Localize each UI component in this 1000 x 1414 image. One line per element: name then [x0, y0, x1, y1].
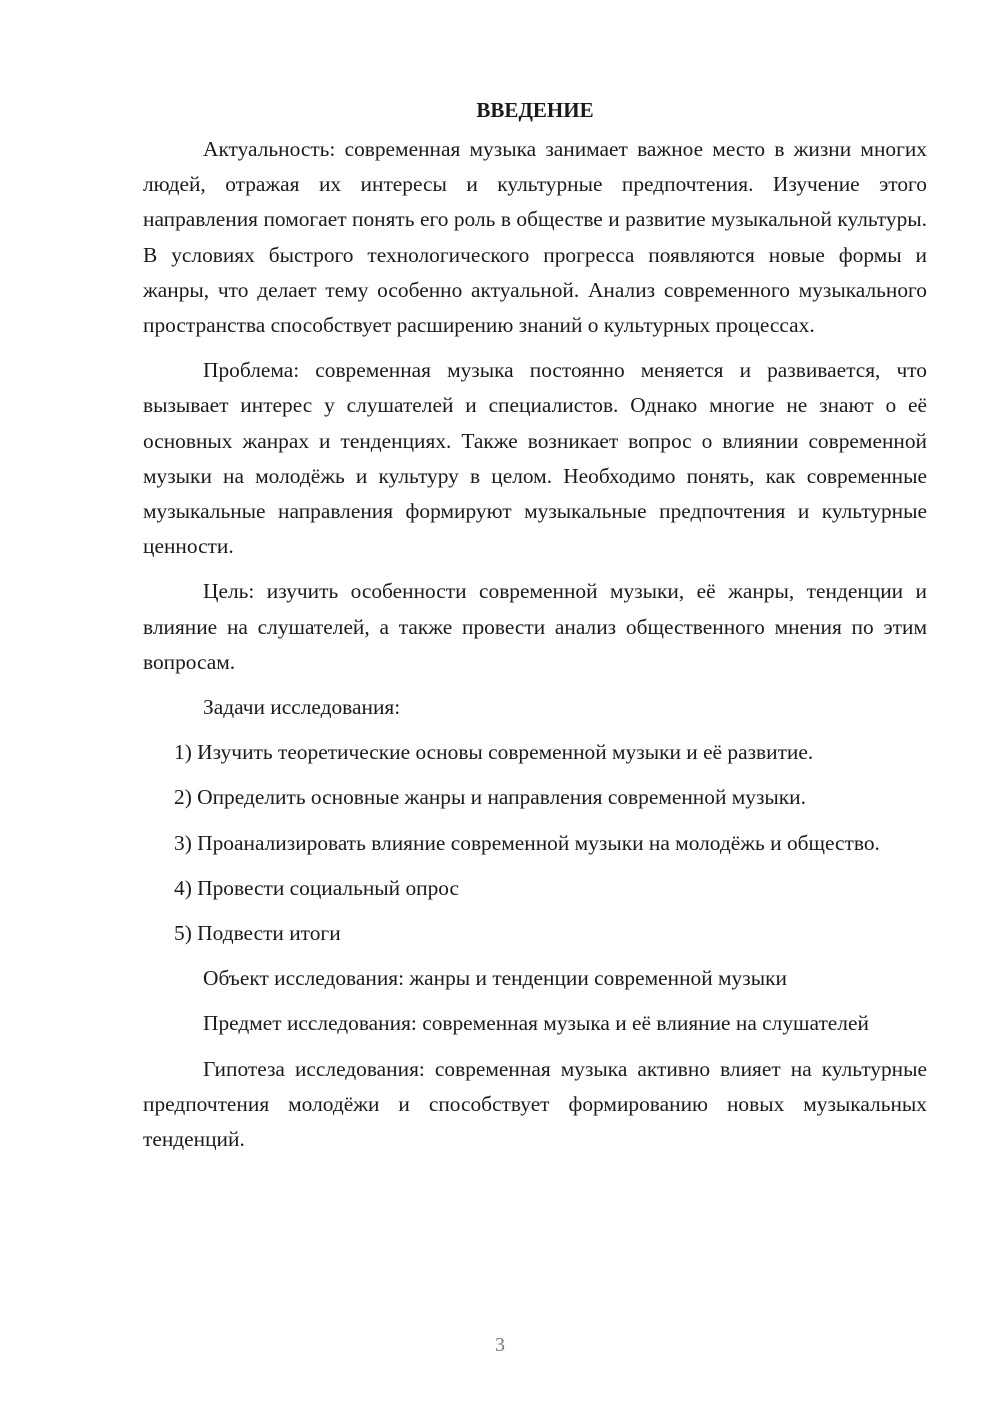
task-item: 5) Подвести итоги: [174, 921, 341, 946]
subject-paragraph: Предмет исследования: современная музыка и её влияние на слушателей: [203, 1011, 869, 1036]
goal-paragraph: Цель: изучить особенности современной музыки, её жанры, тенденции и влияние на слушателей, а также провести анализ общественного мнения по этим вопросам.: [143, 579, 927, 674]
task-item: 4) Провести социальный опрос: [174, 875, 460, 900]
task-item: 3) Проанализировать влияние современной музыки на молодёжь и общество.: [174, 830, 880, 855]
task-item: 1) Изучить теоретические основы современной музыки и её развитие.: [174, 740, 814, 765]
hypothesis-paragraph: Гипотеза исследования: современная музыка активно влияет на культурные предпочтения молодёжи и способствует формированию новых музыкальных тенденций.: [143, 1056, 927, 1152]
tasks-label: Задачи исследования:: [203, 695, 401, 720]
relevance-paragraph: Актуальность: современная музыка занимает важное место в жизни многих людей, отражая их интересы и культурные предпочтения. Изучение этого направления помогает понять его роль в обществе и развитие музыкальной культуры. В условиях быстрого технологического прогресса появляются новые формы и жанры, что делает тему особенно актуальной. Анализ современного музыкального пространства способствует расширению знаний о культурных процессах.: [143, 137, 927, 338]
page-content: [143, 93, 927, 1167]
object-paragraph: Объект исследования: жанры и тенденции современной музыки: [203, 966, 787, 991]
problem-paragraph: Проблема: современная музыка постоянно меняется и развивается, что вызывает интерес у слушателей и специалистов. Однако многие не знают о её основных жанрах и тенденциях. Также возникает вопрос о влиянии современной музыки на молодёжь и культуру в целом. Необходимо понять, как современные музыкальные направления формируют музыкальные предпочтения и культурные ценности.: [143, 358, 927, 559]
page-title: ВВЕДЕНИЕ: [476, 98, 594, 122]
tasks-list: [143, 735, 927, 951]
task-item: 2) Определить основные жанры и направления современной музыки.: [174, 785, 806, 810]
page-number: 3: [495, 1334, 505, 1356]
